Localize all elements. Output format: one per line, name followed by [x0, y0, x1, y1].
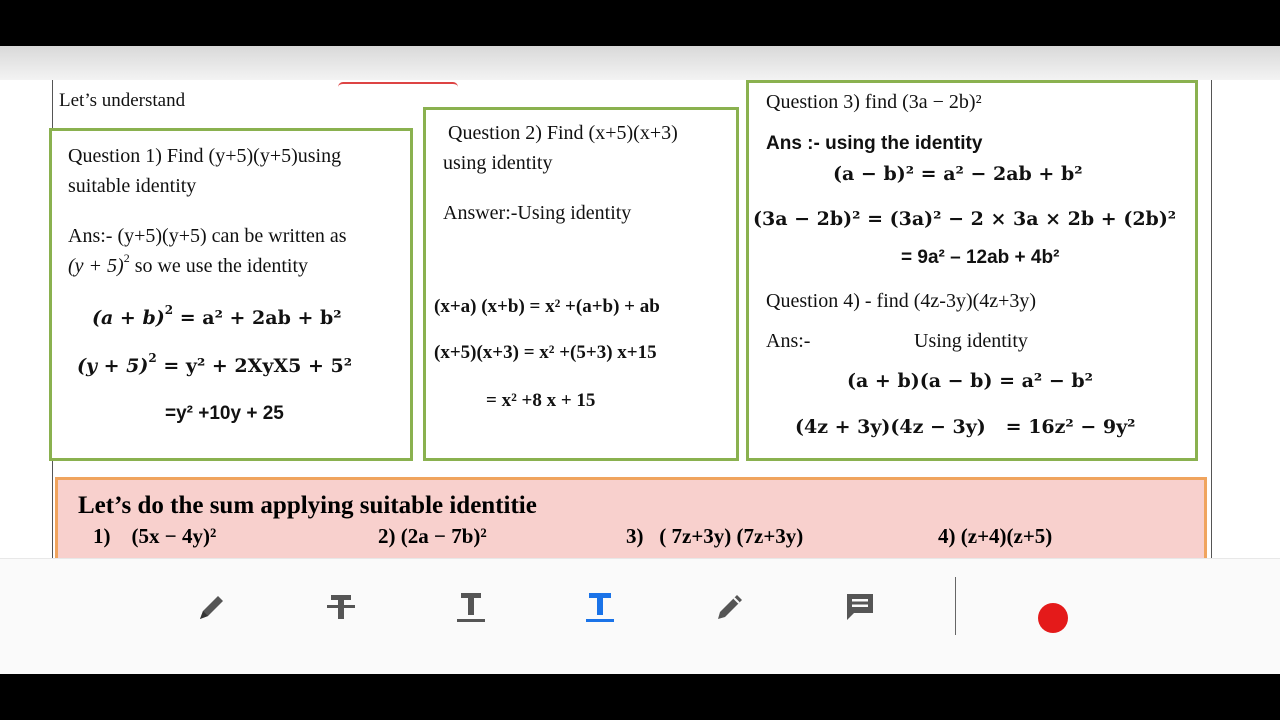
- q3-result: = 9a² – 12ab + 4b²: [901, 247, 1060, 268]
- sum-item-1: [93, 524, 216, 549]
- q1-title-line2: suitable identity: [68, 175, 197, 197]
- sum-expression: (5x − 4y)²: [131, 524, 217, 548]
- sum-expression: (z+4)(z+5): [960, 524, 1053, 548]
- q1-step-rhs: = y² + 2XyX5 + 5²: [163, 355, 353, 377]
- sum-item-4: [938, 524, 1052, 549]
- q1-answer-line2: $(y + 5)^2$ so we use the identity: [68, 251, 309, 277]
- underline-tool-button[interactable]: [446, 587, 496, 627]
- sum-expression: ( 7z+3y) (7z+3y): [659, 524, 804, 548]
- q4-title: Question 4) - find (4z-3y)(4z+3y): [766, 290, 1037, 312]
- annotation-toolbar: [0, 558, 1280, 674]
- text-tool-icon: [582, 589, 618, 625]
- comment-tool-button[interactable]: [835, 587, 885, 627]
- comment-icon: [842, 589, 878, 625]
- toolbar-divider: [955, 577, 956, 635]
- sum-number: 3): [626, 524, 644, 548]
- record-icon[interactable]: [1038, 603, 1068, 633]
- q1-answer-line1: Ans:- (y+5)(y+5) can be written as: [68, 225, 347, 247]
- q1-answer-line2-text: so we use the identity: [134, 255, 309, 277]
- sum-number: 1): [93, 524, 111, 548]
- q3-identity: (a − b)² = a² − 2ab + b²: [833, 163, 1083, 185]
- strikethrough-text-icon: [323, 589, 359, 625]
- pencil-icon: [712, 589, 748, 625]
- q1-step: $(y + 5)^2 = y^2 + 2XyX5 + 5^2$: [77, 351, 353, 377]
- q4-identity: (a + b)(a − b) = a² − b²: [847, 370, 1093, 392]
- sum-item-3: [626, 524, 803, 549]
- q2-title-line1: Question 2) Find (x+5)(x+3): [448, 122, 678, 144]
- question-3-4-box: [746, 80, 1198, 461]
- strikethrough-tool-button[interactable]: [316, 587, 366, 627]
- sum-expression: (2a − 7b)²: [400, 524, 487, 548]
- pen-tool-button[interactable]: [187, 587, 237, 627]
- text-tool-button[interactable]: [575, 587, 625, 627]
- q2-answer: Answer:-Using identity: [443, 202, 632, 224]
- q1-title-line1: Question 1) Find (y+5)(y+5)using: [68, 145, 342, 167]
- screen: [0, 46, 1280, 673]
- q4-result-rhs: = 16z² − 9y²: [1005, 416, 1136, 438]
- q4-ans: Ans:-: [766, 330, 811, 352]
- question-1-box: [49, 128, 413, 461]
- q2-step: (x+5)(x+3) = x² +(5+3) x+15: [434, 342, 657, 363]
- q2-identity: (x+a) (x+b) = x² +(a+b) + ab: [434, 296, 660, 317]
- q1-result: =y² +10y + 25: [165, 403, 284, 424]
- q3-step: (3a − 2b)² = (3a)² − 2 × 3a × 2b + (2b)²: [753, 208, 1177, 230]
- q3-title: Question 3) find (3a − 2b)²: [766, 91, 982, 113]
- sum-item-2: [378, 524, 487, 549]
- pencil-tool-button[interactable]: [705, 587, 755, 627]
- underline-text-icon: [453, 589, 489, 625]
- q2-result: = x² +8 x + 15: [486, 390, 596, 411]
- q1-identity-lhs: (a + b): [92, 307, 165, 329]
- q1-identity: $(a + b)^2 = a^2 + 2ab + b^2$: [92, 303, 342, 329]
- red-ink-mark: [338, 82, 458, 87]
- practice-sums-box: [55, 477, 1207, 558]
- sum-number: 2): [378, 524, 396, 548]
- practice-sums-title: Let’s do the sum applying suitable identitie: [78, 492, 537, 519]
- q4-result: [795, 416, 1136, 438]
- q4-result-lhs: (4z + 3y)(4z − 3y): [795, 416, 986, 438]
- q2-title-line2: using identity: [443, 152, 553, 174]
- sum-number: 4): [938, 524, 956, 548]
- q1-identity-rhs: = a² + 2ab + b²: [179, 307, 342, 329]
- question-2-box: [423, 107, 739, 461]
- q1-step-lhs: (y + 5): [77, 355, 149, 377]
- intro-heading: Let’s understand: [59, 90, 186, 111]
- q3-ans: Ans :- using the identity: [766, 133, 983, 154]
- q4-using-identity: Using identity: [914, 330, 1028, 352]
- pen-icon: [194, 589, 230, 625]
- top-strip: [0, 46, 1280, 80]
